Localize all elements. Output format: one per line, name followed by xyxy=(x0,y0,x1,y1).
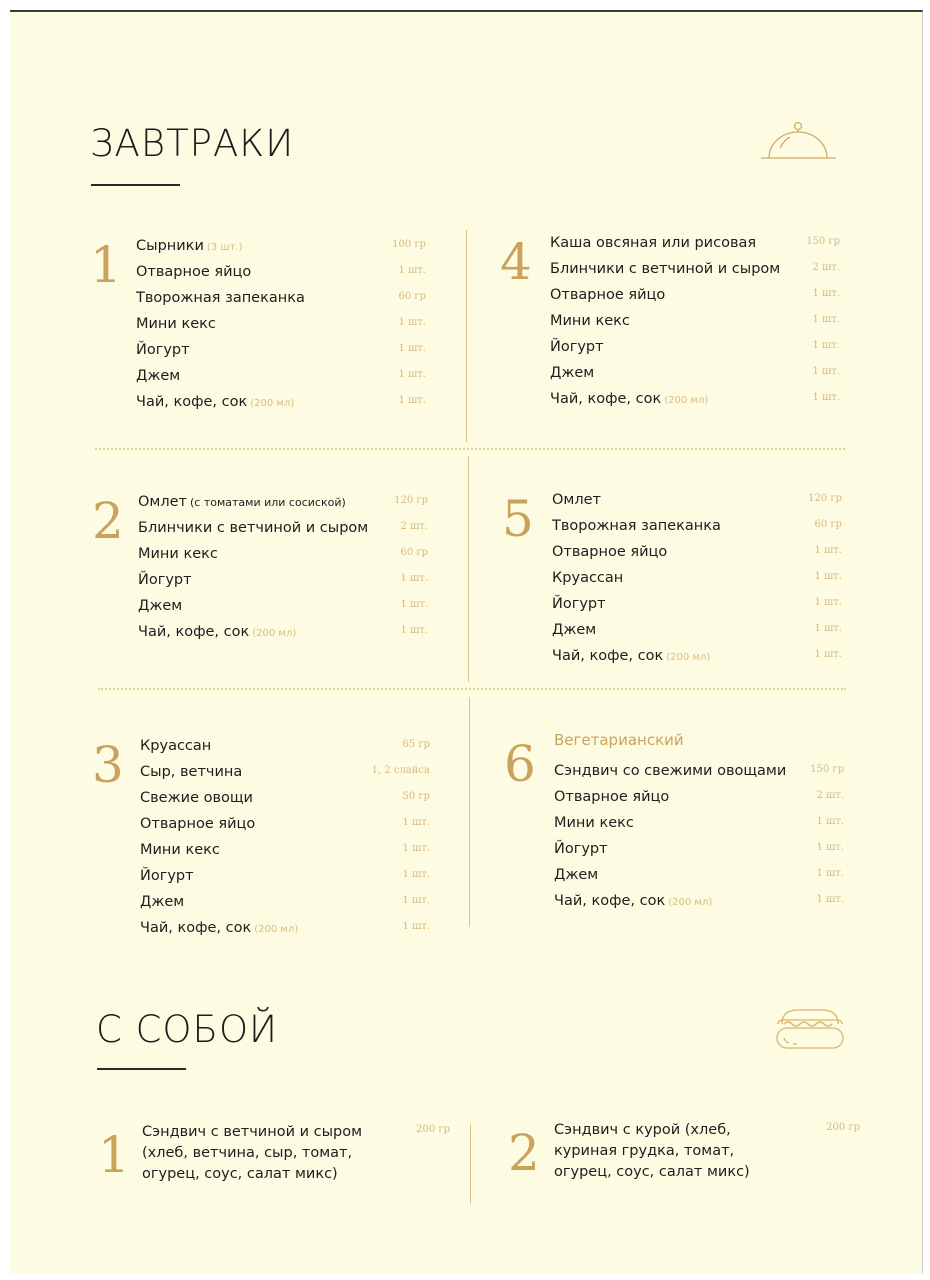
menu-item: Чай, кофе, сок (200 мл) 1 шт. xyxy=(554,893,844,909)
menu-item: Блинчики с ветчиной и сыром 2 шт. xyxy=(138,520,428,536)
menu-item: Круассан 65 гр xyxy=(140,738,430,754)
row-divider xyxy=(95,448,845,450)
menu-item: Мини кекс 1 шт. xyxy=(554,815,844,831)
menu-item: Джем 1 шт. xyxy=(550,365,840,381)
column-divider xyxy=(470,1124,471,1204)
menu-item: Сэндвич со свежими овощами 150 гр xyxy=(554,763,844,779)
menu-item: Джем 1 шт. xyxy=(552,622,842,638)
menu-item: Чай, кофе, сок (200 мл) 1 шт. xyxy=(140,920,430,936)
row-divider xyxy=(98,688,846,690)
item-number: 2 xyxy=(508,1124,540,1182)
menu-item: Отварное яйцо 1 шт. xyxy=(136,264,426,280)
set-number: 5 xyxy=(502,490,534,548)
menu-item: Мини кекс 1 шт. xyxy=(140,842,430,858)
menu-item: Чай, кофе, сок (200 мл) 1 шт. xyxy=(136,394,426,410)
item-description: Сэндвич с ветчиной и сыром (хлеб, ветчина, сыр, томат, огурец, соус, салат микс) xyxy=(142,1124,363,1182)
takeaway-item-2 xyxy=(508,1120,868,1200)
column-divider xyxy=(468,456,469,682)
menu-item: Мини кекс 60 гр xyxy=(138,546,428,562)
set-number: 1 xyxy=(90,236,122,294)
menu-item: Круассан 1 шт. xyxy=(552,570,842,586)
column-divider xyxy=(466,230,467,442)
title-underline xyxy=(97,1068,186,1070)
set-number: 3 xyxy=(92,736,124,794)
menu-item: Творожная запеканка 60 гр xyxy=(552,518,842,534)
item-weight: 200 гр xyxy=(416,1124,450,1135)
set-number: 4 xyxy=(500,233,532,291)
breakfast-set-2 xyxy=(92,488,432,658)
menu-item: Йогурт 1 шт. xyxy=(136,342,426,358)
item-description: Сэндвич с курой (хлеб, куриная грудка, томат, огурец, соус, салат микс) xyxy=(554,1122,750,1180)
menu-item: Омлет (с томатами или сосиской) 120 гр xyxy=(138,494,428,510)
menu-item: Творожная запеканка 60 гр xyxy=(136,290,426,306)
hotdog-icon xyxy=(770,998,850,1058)
section-title-takeaway: С СОБОЙ xyxy=(96,1008,278,1051)
cloche-icon xyxy=(760,116,844,170)
breakfast-set-3 xyxy=(92,732,432,947)
menu-item: Йогурт 1 шт. xyxy=(550,339,840,355)
menu-item: Джем 1 шт. xyxy=(136,368,426,384)
set-number: 2 xyxy=(92,492,124,550)
menu-item: Каша овсяная или рисовая 150 гр xyxy=(550,235,840,251)
menu-item: Блинчики с ветчиной и сыром 2 шт. xyxy=(550,261,840,277)
menu-item: Джем 1 шт. xyxy=(138,598,428,614)
menu-item: Свежие овощи 50 гр xyxy=(140,790,430,806)
section-title-breakfasts: ЗАВТРАКИ xyxy=(90,122,295,165)
menu-item: Йогурт 1 шт. xyxy=(552,596,842,612)
breakfast-set-1 xyxy=(90,232,430,422)
menu-item: Отварное яйцо 2 шт. xyxy=(554,789,844,805)
menu-item: Чай, кофе, сок (200 мл) 1 шт. xyxy=(552,648,842,664)
takeaway-item-1 xyxy=(98,1122,458,1202)
menu-item: Йогурт 1 шт. xyxy=(140,868,430,884)
breakfast-set-6 xyxy=(504,727,844,937)
item-weight: 200 гр xyxy=(826,1122,860,1133)
menu-item: Джем 1 шт. xyxy=(554,867,844,883)
menu-item: Омлет 120 гр xyxy=(552,492,842,508)
menu-item: Отварное яйцо 1 шт. xyxy=(550,287,840,303)
item-number: 1 xyxy=(98,1126,130,1184)
menu-item: Отварное яйцо 1 шт. xyxy=(140,816,430,832)
set-number: 6 xyxy=(504,735,536,793)
menu-item: Сыр, ветчина 1, 2 слайса xyxy=(140,764,430,780)
menu-item: Отварное яйцо 1 шт. xyxy=(552,544,842,560)
menu-item: Мини кекс 1 шт. xyxy=(550,313,840,329)
menu-page xyxy=(10,10,923,1274)
breakfast-set-4 xyxy=(500,229,840,419)
menu-item: Сырники (3 шт.) 100 гр xyxy=(136,238,426,254)
menu-item: Мини кекс 1 шт. xyxy=(136,316,426,332)
menu-item: Чай, кофе, сок (200 мл) 1 шт. xyxy=(138,624,428,640)
menu-item: Чай, кофе, сок (200 мл) 1 шт. xyxy=(550,391,840,407)
column-divider xyxy=(469,697,470,927)
title-underline xyxy=(91,184,180,186)
menu-item: Йогурт 1 шт. xyxy=(554,841,844,857)
menu-item: Йогурт 1 шт. xyxy=(138,572,428,588)
breakfast-set-5 xyxy=(502,486,842,676)
menu-item: Джем 1 шт. xyxy=(140,894,430,910)
set-subtitle: Вегетарианский xyxy=(554,731,684,749)
